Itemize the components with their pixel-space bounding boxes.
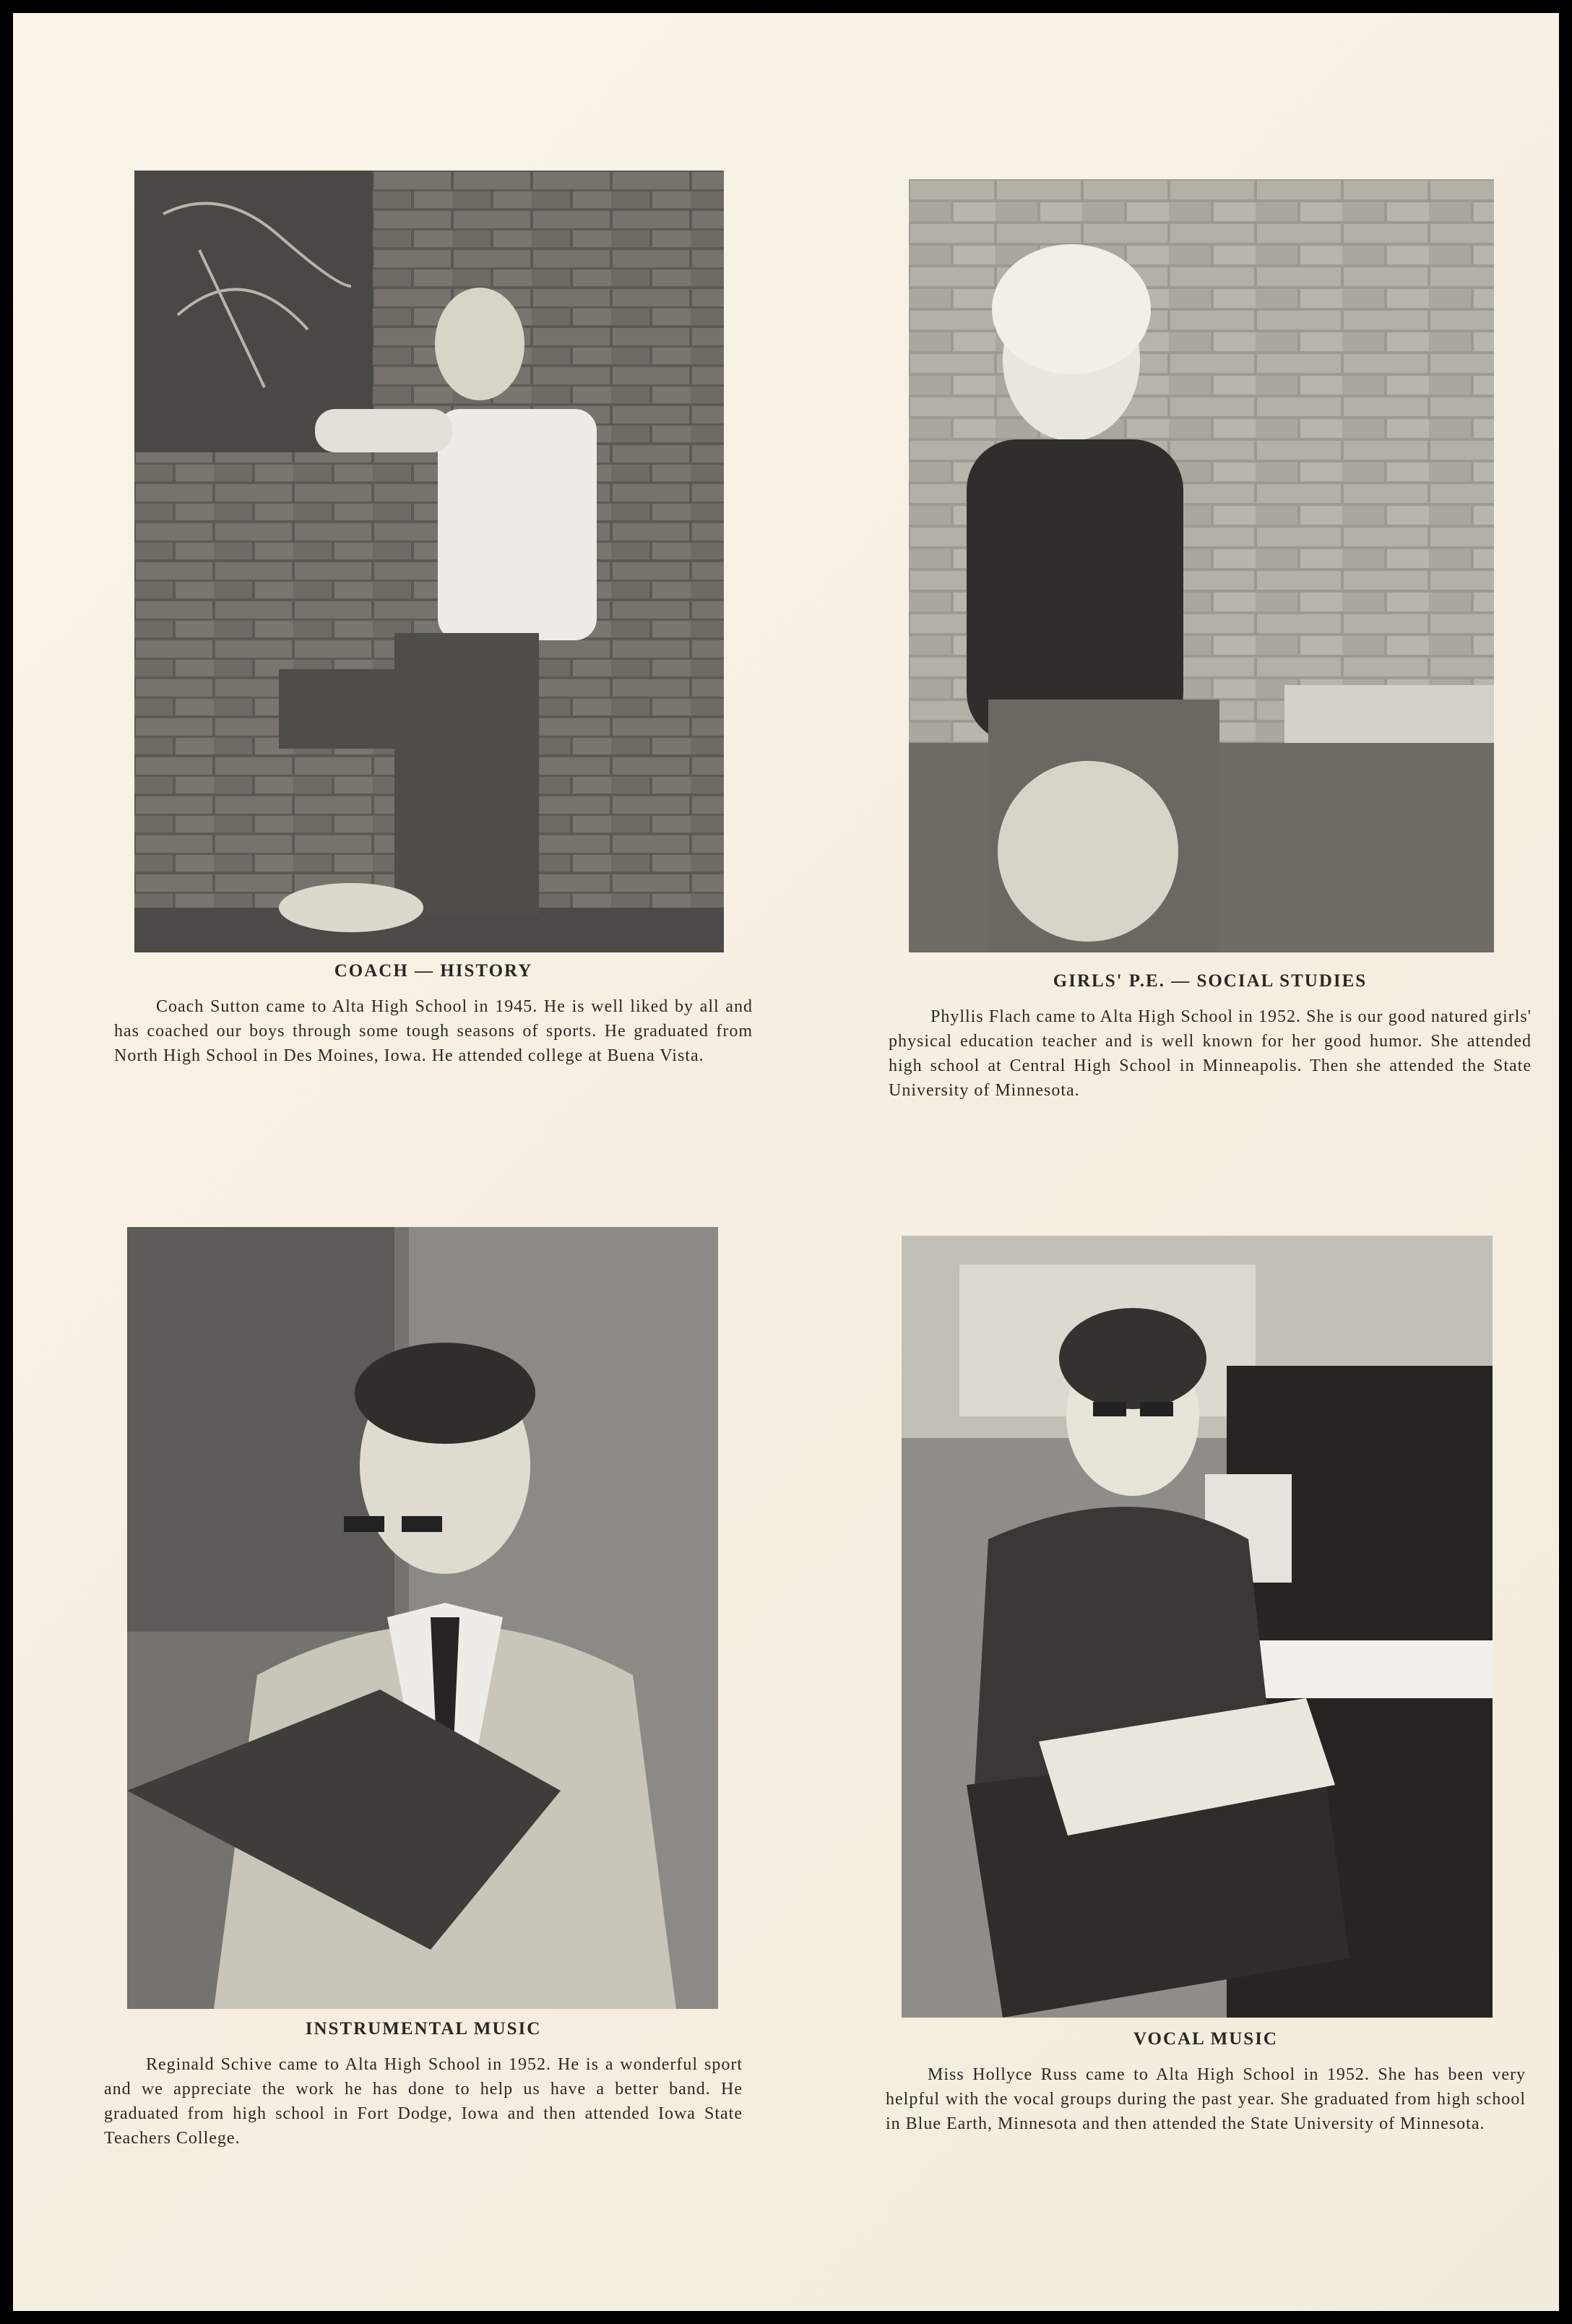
vocal-music-photo (902, 1236, 1493, 2018)
coach-caption (114, 961, 753, 1068)
section-heading: COACH — HISTORY (334, 961, 533, 981)
section-body: Phyllis Flach came to Alta High School in 1952. She is our good natured girls' physical education teacher and is well known for her good humor. She attended high school at Central High School in Minneapolis. Then she attended the State University of Minnesota. (889, 1007, 1532, 1100)
coach-photo (134, 171, 724, 952)
section-heading: VOCAL MUSIC (1133, 2029, 1278, 2049)
section-heading: INSTRUMENTAL MUSIC (305, 2019, 542, 2039)
section-body: Coach Sutton came to Alta High School in 1945. He is well liked by all and has coached our boys through some tough seasons of sports. He graduated from North High School in Des Moines, Iowa. He attended college at Buena Vista. (114, 997, 753, 1065)
section-body: Reginald Schive came to Alta High School in 1952. He is a wonderful sport and we appreciate the work he has done to help us have a better band. He graduated from high school in Fort Dodge, Iowa and then attended Iowa State Teachers College. (104, 2055, 743, 2148)
pe-teacher-photo (909, 179, 1494, 952)
instrumental-music-photo (127, 1227, 718, 2009)
instrumental-music-caption (104, 2019, 743, 2151)
yearbook-page (13, 13, 1559, 2311)
section-body: Miss Hollyce Russ came to Alta High School in 1952. She has been very helpful with the vocal groups during the past year. She graduated from high school in Blue Earth, Minnesota and then attended the State University of Minnesota. (886, 2065, 1526, 2133)
pe-teacher-caption (889, 971, 1532, 1103)
section-heading: GIRLS' P.E. — SOCIAL STUDIES (1053, 971, 1368, 991)
vocal-music-caption (886, 2029, 1526, 2136)
